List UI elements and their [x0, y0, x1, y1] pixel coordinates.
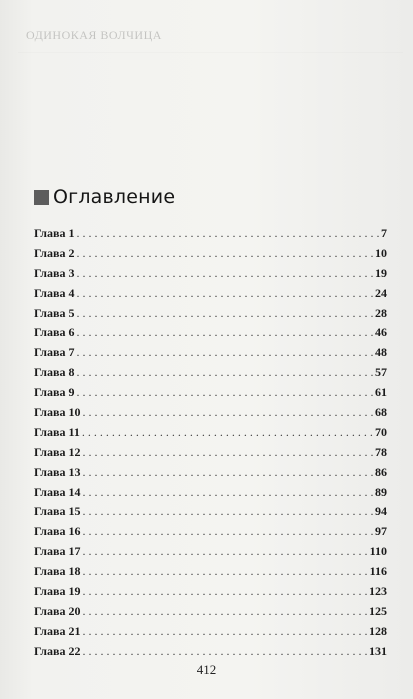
toc-heading: [34, 186, 175, 208]
toc-entry[interactable]: [34, 644, 387, 664]
toc-entry[interactable]: [34, 584, 387, 604]
toc-entry-label: Глава 8: [34, 365, 75, 380]
dot-leader: [77, 325, 374, 340]
toc-entry-page: 123: [369, 584, 387, 599]
dot-leader: [77, 226, 380, 241]
toc-entry-label: Глава 14: [34, 484, 81, 499]
toc-entry[interactable]: [34, 306, 387, 326]
dot-leader: [77, 345, 374, 360]
toc-entry-label: Глава 22: [34, 643, 81, 658]
dot-leader: [77, 365, 374, 380]
toc-entry-page: 78: [375, 444, 387, 459]
dot-leader: [83, 485, 374, 500]
dot-leader: [77, 246, 374, 261]
toc-entry[interactable]: [34, 524, 387, 544]
toc-entry-label: Глава 15: [34, 504, 81, 519]
toc-entry-page: 57: [375, 365, 387, 380]
dot-leader: [83, 465, 374, 480]
running-title: ОДИНОКАЯ ВОЛЧИЦА: [26, 28, 162, 42]
toc-entry[interactable]: [34, 365, 387, 385]
toc-entry-page: 128: [369, 623, 387, 638]
toc-entry-page: 28: [375, 305, 387, 320]
toc-entry-label: Глава 19: [34, 584, 81, 599]
toc-entry[interactable]: [34, 544, 387, 564]
dot-leader: [83, 544, 368, 559]
toc-entry[interactable]: [34, 345, 387, 365]
dot-leader: [77, 385, 374, 400]
toc-entry-label: Глава 20: [34, 603, 81, 618]
toc-entry[interactable]: [34, 246, 387, 266]
toc-entry[interactable]: [34, 564, 387, 584]
toc-entry-label: Глава 21: [34, 623, 81, 638]
dot-leader: [83, 604, 368, 619]
toc-entry-page: 110: [369, 544, 387, 559]
toc-entry-page: 125: [369, 603, 387, 618]
toc-entry[interactable]: [34, 445, 387, 465]
toc-entry-page: 61: [375, 385, 387, 400]
dot-leader: [83, 564, 368, 579]
dot-leader: [83, 624, 368, 639]
toc-entry-label: Глава 2: [34, 245, 75, 260]
dot-leader: [83, 584, 368, 599]
toc-entry-label: Глава 11: [34, 424, 80, 439]
toc-entry[interactable]: [34, 325, 387, 345]
toc-entry[interactable]: [34, 624, 387, 644]
toc-entry[interactable]: [34, 425, 387, 445]
heading-square-icon: [34, 190, 49, 205]
toc-entry-label: Глава 10: [34, 405, 81, 420]
toc-entry[interactable]: [34, 504, 387, 524]
toc-entry-page: 97: [375, 524, 387, 539]
toc-entry-page: 24: [375, 285, 387, 300]
toc-entry-page: 70: [375, 424, 387, 439]
toc-entry[interactable]: [34, 286, 387, 306]
toc-entry-label: Глава 16: [34, 524, 81, 539]
toc-title-text: Оглавление: [53, 186, 176, 208]
toc-entry-page: 131: [369, 643, 387, 658]
dot-leader: [82, 425, 373, 440]
toc-entry-label: Глава 12: [34, 444, 81, 459]
toc-entry-page: 68: [375, 405, 387, 420]
dot-leader: [83, 504, 374, 519]
dot-leader: [83, 405, 374, 420]
toc-entry-page: 86: [375, 464, 387, 479]
toc-entry-page: 94: [375, 504, 387, 519]
toc-entry-label: Глава 6: [34, 325, 75, 340]
toc-entry-label: Глава 13: [34, 464, 81, 479]
toc-entry-label: Глава 18: [34, 564, 81, 579]
toc-entry-page: 46: [375, 325, 387, 340]
toc-entry-page: 116: [369, 564, 387, 579]
page-number: 412: [196, 662, 217, 677]
toc-entry[interactable]: [34, 485, 387, 505]
toc-entry-label: Глава 5: [34, 305, 75, 320]
bleed-through-text: [60, 62, 380, 182]
toc-entry-label: Глава 4: [34, 285, 75, 300]
toc-entry-label: Глава 7: [34, 345, 75, 360]
dot-leader: [77, 266, 374, 281]
table-of-contents: [34, 226, 387, 664]
toc-entry[interactable]: [34, 385, 387, 405]
dot-leader: [77, 306, 374, 321]
toc-entry-page: 89: [375, 484, 387, 499]
toc-entry-page: 10: [375, 245, 387, 260]
toc-entry[interactable]: [34, 604, 387, 624]
toc-entry[interactable]: [34, 226, 387, 246]
dot-leader: [83, 524, 374, 539]
dot-leader: [83, 644, 368, 659]
toc-entry-label: Глава 3: [34, 265, 75, 280]
toc-entry[interactable]: [34, 266, 387, 286]
toc-entry[interactable]: [34, 405, 387, 425]
toc-entry-label: Глава 9: [34, 385, 75, 400]
toc-entry[interactable]: [34, 465, 387, 485]
toc-entry-page: 19: [375, 265, 387, 280]
toc-entry-label: Глава 17: [34, 544, 81, 559]
toc-entry-page: 48: [375, 345, 387, 360]
dot-leader: [83, 445, 374, 460]
bleed-through-running-header: [18, 18, 403, 53]
dot-leader: [77, 286, 374, 301]
toc-entry-page: 7: [381, 226, 387, 240]
toc-entry-label: Глава 1: [34, 226, 75, 240]
